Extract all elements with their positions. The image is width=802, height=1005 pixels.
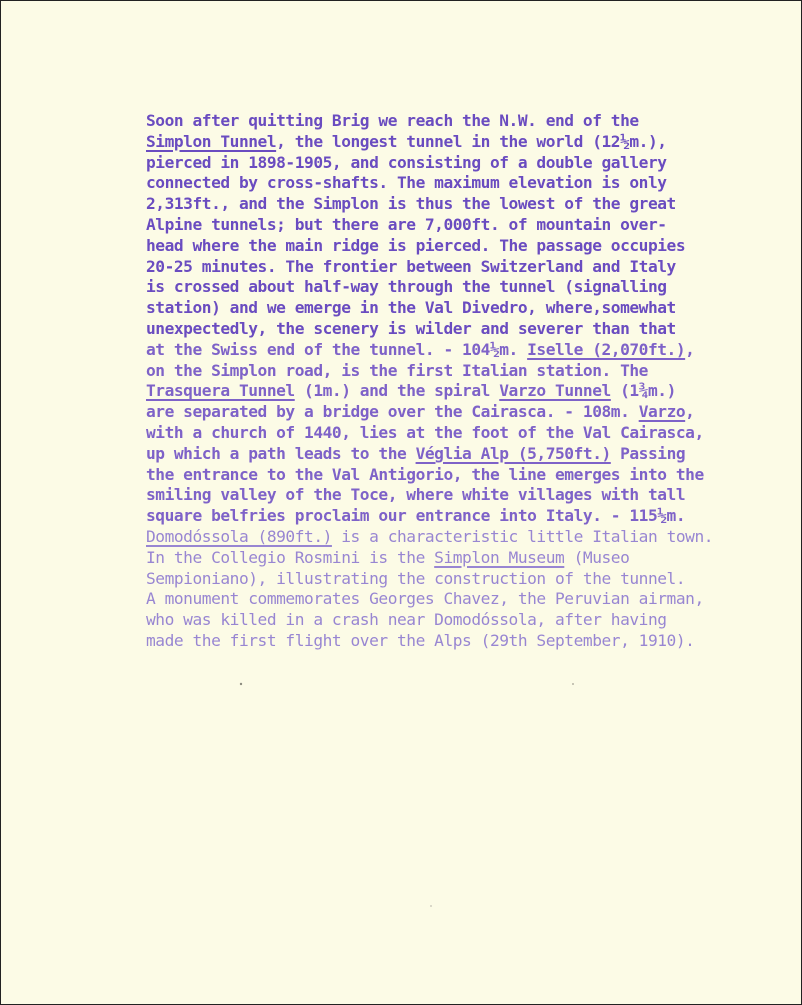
text-line xyxy=(146,319,796,340)
text-segment: Alpine tunnels; but there are 7,000ft. of mountain over- xyxy=(146,214,667,234)
text-segment: who was killed in a crash near Domodóssola, after having xyxy=(146,610,667,630)
text-segment: is crossed about half-way through the tunnel (signalling xyxy=(146,277,667,297)
text-segment: on the Simplon road, is the first Italian station. The xyxy=(146,360,648,380)
typewritten-text-block xyxy=(146,111,796,652)
text-line xyxy=(146,402,796,423)
underlined-place-name: Varzo Tunnel xyxy=(499,381,611,401)
text-segment: Passing xyxy=(610,443,686,463)
text-segment: , xyxy=(685,339,695,359)
text-line xyxy=(146,340,796,361)
text-segment: the entrance to the Val Antigorio, the line emerges into the xyxy=(146,464,704,484)
text-line xyxy=(146,173,796,194)
underlined-place-name: Trasquera Tunnel xyxy=(146,381,295,401)
text-line xyxy=(146,485,796,506)
text-segment: are separated by a bridge over the Cairasca. - 108m. xyxy=(146,402,639,422)
text-line xyxy=(146,610,796,631)
underlined-place-name: Varzo xyxy=(638,402,686,422)
text-line xyxy=(146,444,796,465)
text-segment: (1m.) and the spiral xyxy=(294,381,500,401)
text-segment: station) and we emerge in the Val Divedro, where,somewhat xyxy=(146,298,676,318)
text-segment: with a church of 1440, lies at the foot of the Val Cairasca, xyxy=(146,422,704,442)
text-segment: is a characteristic little Italian town. xyxy=(331,526,714,546)
text-segment: smiling valley of the Toce, where white villages with tall xyxy=(146,485,686,505)
text-segment: , the longest tunnel in the world (12½m.), xyxy=(276,131,667,151)
text-segment: A monument commemorates Georges Chavez, the Peruvian airman, xyxy=(146,589,704,609)
text-line xyxy=(146,381,796,402)
text-line xyxy=(146,277,796,298)
text-segment: 2,313ft., and the Simplon is thus the lowest of the great xyxy=(146,194,676,214)
text-segment: Soon after quitting Brig we reach the N.W. end of the xyxy=(146,111,639,130)
text-line xyxy=(146,589,796,610)
text-segment: up which a path leads to the xyxy=(146,443,416,463)
text-segment: head where the main ridge is pierced. The passage occupies xyxy=(146,235,686,255)
text-line xyxy=(146,361,796,382)
text-line xyxy=(146,548,796,569)
text-segment: made the first flight over the Alps (29th September, 1910). xyxy=(146,630,695,650)
text-line xyxy=(146,132,796,153)
text-line xyxy=(146,236,796,257)
text-line xyxy=(146,631,796,652)
text-line xyxy=(146,153,796,174)
text-line xyxy=(146,215,796,236)
text-segment: (1¾m.) xyxy=(610,381,676,401)
text-segment: at the Swiss end of the tunnel. - 104½m. xyxy=(146,339,528,359)
text-segment: 20-25 minutes. The frontier between Switzerland and Italy xyxy=(146,256,676,276)
underlined-place-name: Véglia Alp (5,750ft.) xyxy=(415,443,611,463)
text-segment: unexpectedly, the scenery is wilder and severer than that xyxy=(146,318,676,338)
text-line xyxy=(146,465,796,486)
text-line xyxy=(146,194,796,215)
text-segment: (Museo xyxy=(564,547,630,567)
text-segment: square belfries proclaim our entrance into Italy. - 115½m. xyxy=(146,506,686,526)
text-segment: Sempioniano), illustrating the construction of the tunnel. xyxy=(146,568,686,588)
text-line xyxy=(146,569,796,590)
text-segment: pierced in 1898-1905, and consisting of a double gallery xyxy=(146,152,667,172)
text-segment: connected by cross-shafts. The maximum elevation is only xyxy=(146,173,667,193)
text-line xyxy=(146,298,796,319)
text-segment: In the Collegio Rosmini is the xyxy=(146,547,435,567)
underlined-place-name: Simplon Museum xyxy=(434,547,565,567)
text-line xyxy=(146,423,796,444)
text-line xyxy=(146,506,796,527)
text-line xyxy=(146,527,796,548)
underlined-place-name: Domodóssola (890ft.) xyxy=(146,526,332,546)
underlined-place-name: Simplon Tunnel xyxy=(146,131,277,151)
text-segment: , xyxy=(685,402,695,422)
text-line xyxy=(146,257,796,278)
text-line xyxy=(146,111,796,132)
underlined-place-name: Iselle (2,070ft.) xyxy=(527,339,686,359)
